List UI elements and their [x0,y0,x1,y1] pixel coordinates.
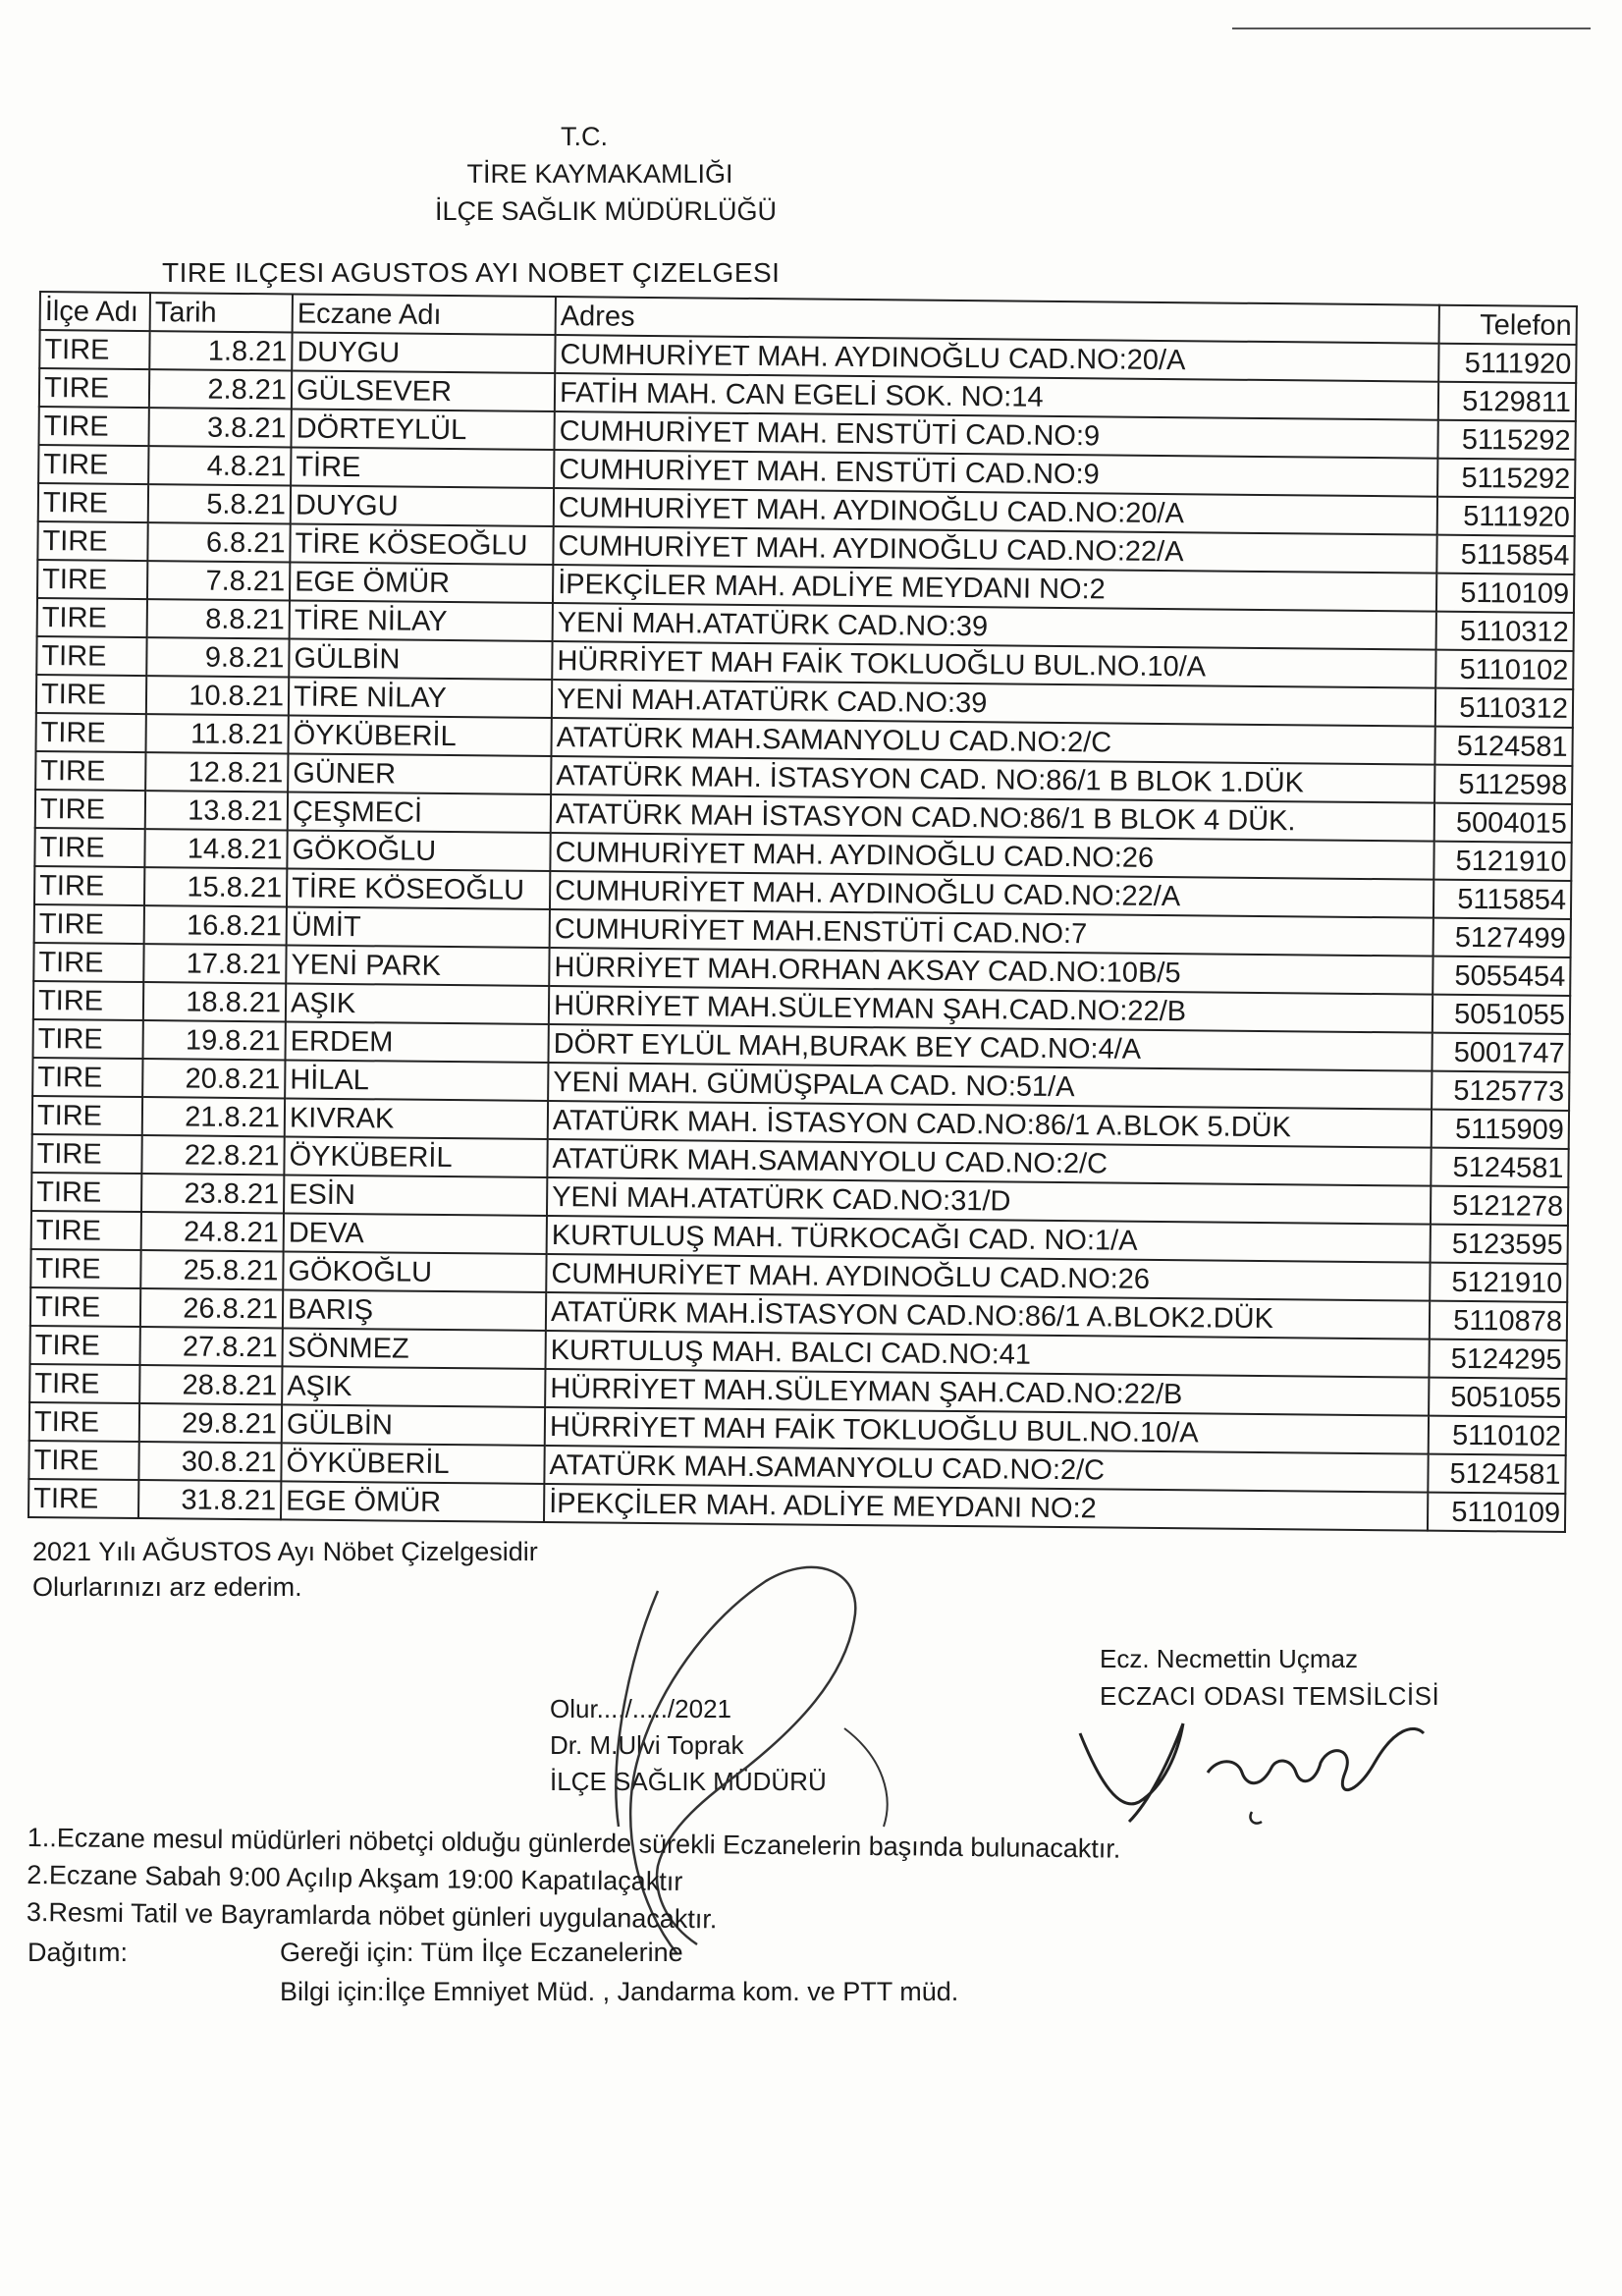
cell-phone: 5115854 [1436,535,1574,574]
cell-district: TIRE [30,1287,140,1327]
cell-date: 11.8.21 [145,714,288,753]
cell-district: TIRE [34,866,144,905]
cell-district: TIRE [31,1173,141,1212]
roster-table-wrapper [27,291,1576,1533]
cell-district: TIRE [29,1402,139,1442]
cell-phone: 5124581 [1428,1454,1565,1494]
cell-date: 27.8.21 [140,1327,283,1366]
cell-date: 13.8.21 [145,791,288,830]
cell-district: TIRE [33,981,143,1020]
cell-phone: 5112598 [1434,765,1572,804]
cell-phone: 5110312 [1436,612,1574,651]
cell-district: TIRE [35,751,145,791]
column-header-pharmacy: Eczane Adı [293,294,556,335]
cell-date: 25.8.21 [140,1250,283,1289]
cell-district: TIRE [39,330,149,369]
cell-district: TIRE [31,1211,141,1250]
cell-district: TIRE [38,483,148,522]
cell-district: TIRE [37,560,147,599]
cell-date: 3.8.21 [148,408,291,447]
header-line-1: T.C. [560,122,608,151]
cell-pharmacy: GÜLBİN [282,1404,545,1446]
cell-phone: 5129811 [1438,382,1576,421]
cell-pharmacy: DEVA [284,1213,547,1254]
cell-pharmacy: GÖKOĞLU [283,1251,546,1292]
cell-address: CUMHURİYET MAH.ENSTÜTİ CAD.NO:7 [550,909,1433,957]
cell-district: TIRE [38,445,148,484]
cell-phone: 5121278 [1431,1186,1568,1226]
cell-phone: 5051055 [1433,995,1570,1034]
cell-address: ATATÜRK MAH. İSTASYON CAD.NO:86/1 A.BLOK 5.DÜK [548,1101,1432,1148]
approval-note-line-1: 2021 Yılı AĞUSTOS Ayı Nöbet Çizelgesidir [32,1537,538,1566]
cell-address: HÜRRİYET MAH FAİK TOKLUOĞLU BUL.NO.10/A [545,1407,1429,1454]
cell-pharmacy: BARIŞ [283,1289,546,1331]
cell-pharmacy: GÜNER [288,753,551,794]
cell-pharmacy: HİLAL [285,1060,548,1101]
cell-pharmacy: YENİ PARK [286,945,549,986]
distribution-block [27,1933,958,2011]
cell-phone: 5004015 [1434,803,1572,843]
cell-date: 6.8.21 [147,522,290,562]
cell-pharmacy: ERDEM [285,1021,548,1063]
approver-name: Dr. M.Ulvi Toprak [550,1730,744,1760]
cell-address: ATATÜRK MAH.İSTASYON CAD.NO:86/1 A.BLOK2.DÜK [546,1292,1430,1339]
cell-district: TIRE [29,1364,139,1403]
cell-phone: 5115292 [1437,420,1575,460]
cell-district: TIRE [35,713,145,752]
cell-pharmacy: ÜMİT [287,906,550,948]
cell-district: TIRE [32,1096,142,1135]
cell-date: 28.8.21 [139,1365,282,1404]
cell-address: CUMHURİYET MAH. AYDINOĞLU CAD.NO:22/A [553,526,1436,574]
cell-pharmacy: ÖYKÜBERİL [281,1443,544,1484]
cell-pharmacy: AŞIK [282,1366,545,1407]
cell-pharmacy: EGE ÖMÜR [290,562,553,603]
cell-pharmacy: TİRE NİLAY [290,600,553,641]
cell-district: TIRE [33,1019,143,1059]
cell-pharmacy: EGE ÖMÜR [281,1481,544,1522]
cell-address: CUMHURİYET MAH. ENSTÜTİ CAD.NO:9 [554,450,1437,497]
cell-address: ATATÜRK MAH. İSTASYON CAD. NO:86/1 B BLOK 1.DÜK [551,756,1434,803]
cell-phone: 5110109 [1428,1493,1565,1532]
distribution-line-2: Bilgi için:İlçe Emniyet Müd. , Jandarma kom. ve PTT müd. [280,1977,959,2006]
cell-phone: 5110878 [1430,1301,1567,1340]
cell-phone: 5111920 [1437,497,1575,536]
cell-address: CUMHURİYET MAH. AYDINOĞLU CAD.NO:26 [550,833,1433,880]
cell-date: 16.8.21 [144,905,287,945]
cell-district: TIRE [39,368,149,408]
cell-phone: 5110102 [1429,1416,1566,1455]
cell-date: 2.8.21 [149,369,292,409]
cell-district: TIRE [33,943,143,982]
cell-pharmacy: SÖNMEZ [282,1328,545,1369]
cell-address: HÜRRİYET MAH.SÜLEYMAN ŞAH.CAD.NO:22/B [545,1369,1429,1416]
cell-date: 30.8.21 [138,1442,281,1481]
approver-title: İLÇE SAĞLIK MÜDÜRÜ [550,1767,827,1796]
cell-district: TIRE [34,904,144,944]
cell-address: YENİ MAH.ATATÜRK CAD.NO:39 [553,603,1436,650]
signer-title: ECZACI ODASI TEMSİLCİSİ [1100,1681,1440,1711]
distribution-line-1: Gereği için: Tüm İlçe Eczanelerine [280,1938,683,1967]
cell-date: 26.8.21 [140,1288,283,1328]
cell-date: 15.8.21 [144,867,287,906]
cell-phone: 5123595 [1431,1225,1568,1264]
cell-district: TIRE [36,636,146,676]
cell-address: İPEKÇİLER MAH. ADLİYE MEYDANI NO:2 [544,1484,1428,1531]
cell-phone: 5115854 [1433,880,1571,919]
cell-date: 5.8.21 [148,484,291,523]
cell-phone: 5111920 [1438,344,1576,383]
cell-pharmacy: TİRE NİLAY [289,677,552,718]
cell-pharmacy: DÖRTEYLÜL [291,409,554,450]
cell-address: İPEKÇİLER MAH. ADLİYE MEYDANI NO:2 [553,565,1436,612]
cell-address: ATATÜRK MAH İSTASYON CAD.NO:86/1 B BLOK 4 DÜK. [551,794,1434,842]
cell-date: 20.8.21 [142,1059,285,1098]
cell-phone: 5127499 [1433,918,1571,957]
cell-address: CUMHURİYET MAH. AYDINOĞLU CAD.NO:26 [546,1254,1430,1301]
header-line-3: İLÇE SAĞLIK MÜDÜRLÜĞÜ [434,196,778,226]
cell-phone: 5001747 [1432,1033,1569,1072]
duty-roster-table [27,291,1578,1533]
cell-address: YENİ MAH. GÜMÜŞPALA CAD. NO:51/A [548,1063,1432,1110]
cell-address: CUMHURİYET MAH. ENSTÜTİ CAD.NO:9 [554,411,1437,459]
cell-phone: 5110109 [1436,574,1574,613]
rule-item: 3.Resmi Tatil ve Bayramlarda nöbet günleri uygulanacaktır. [26,1896,718,1935]
cell-date: 14.8.21 [144,829,287,868]
cell-date: 10.8.21 [146,676,289,715]
cell-district: TIRE [34,828,144,867]
cell-pharmacy: AŞIK [286,983,549,1024]
cell-phone: 5115909 [1432,1110,1569,1149]
cell-phone: 5110312 [1435,688,1573,728]
cell-district: TIRE [36,675,146,714]
cell-pharmacy: GÜLBİN [289,638,552,680]
cell-pharmacy: GÖKOĞLU [287,830,550,871]
cell-pharmacy: TİRE KÖSEOĞLU [290,523,553,565]
cell-phone: 5051055 [1429,1378,1566,1417]
cell-district: TIRE [28,1479,138,1518]
document-header [324,118,864,230]
cell-phone: 5121910 [1430,1263,1567,1302]
cell-phone: 5125773 [1432,1071,1569,1111]
header-line-2: TİRE KAYMAKAMLIĞI [466,159,733,189]
cell-pharmacy: TİRE KÖSEOĞLU [287,868,550,909]
cell-date: 12.8.21 [145,752,288,792]
cell-address: YENİ MAH.ATATÜRK CAD.NO:31/D [547,1177,1431,1225]
cell-district: TIRE [37,521,147,561]
cell-address: KURTULUŞ MAH. TÜRKOCAĞI CAD. NO:1/A [547,1216,1431,1263]
cell-pharmacy: ESİN [284,1175,547,1216]
cell-address: HÜRRİYET MAH.ORHAN AKSAY CAD.NO:10B/5 [549,948,1433,995]
cell-address: CUMHURİYET MAH. AYDINOĞLU CAD.NO:20/A [555,335,1438,382]
column-header-date: Tarih [150,293,293,332]
cell-address: CUMHURİYET MAH. AYDINOĞLU CAD.NO:20/A [554,488,1437,535]
approval-note-line-2: Olurlarınızı arz ederim. [32,1572,302,1602]
cell-pharmacy: DUYGU [291,485,554,526]
cell-phone: 5124581 [1434,727,1572,766]
cell-date: 19.8.21 [142,1020,285,1060]
rules-list [27,1819,1121,1942]
cell-pharmacy: ÖYKÜBERİL [288,715,551,756]
signer-name: Ecz. Necmettin Uçmaz [1100,1644,1358,1673]
cell-address: DÖRT EYLÜL MAH,BURAK BEY CAD.NO:4/A [548,1024,1432,1071]
cell-pharmacy: DUYGU [292,332,555,373]
cell-phone: 5124295 [1429,1339,1566,1379]
cell-address: ATATÜRK MAH.SAMANYOLU CAD.NO:2/C [544,1446,1428,1493]
cell-date: 18.8.21 [143,982,286,1021]
cell-phone: 5055454 [1433,957,1570,996]
cell-district: TIRE [30,1326,140,1365]
cell-date: 4.8.21 [148,446,291,485]
cell-district: TIRE [37,598,147,637]
cell-pharmacy: GÜLSEVER [292,370,555,411]
cell-phone: 5110102 [1435,650,1573,689]
cell-address: KURTULUŞ MAH. BALCI CAD.NO:41 [545,1331,1429,1378]
approval-date-line: Olur..../...../2021 [550,1694,731,1723]
column-header-phone: Telefon [1439,305,1577,345]
chamber-signature-icon [1070,1704,1443,1831]
cell-address: HÜRRİYET MAH FAİK TOKLUOĞLU BUL.NO.10/A [552,641,1435,688]
cell-district: TIRE [35,790,145,829]
cell-address: ATATÜRK MAH.SAMANYOLU CAD.NO:2/C [547,1139,1431,1186]
cell-phone: 5124581 [1431,1148,1568,1187]
column-header-address: Adres [556,297,1439,344]
cell-pharmacy: ÖYKÜBERİL [284,1136,547,1177]
cell-pharmacy: ÇEŞMECİ [288,792,551,833]
cell-date: 23.8.21 [141,1174,284,1213]
cell-date: 22.8.21 [141,1135,284,1175]
approval-note [32,1534,538,1605]
cell-address: ATATÜRK MAH.SAMANYOLU CAD.NO:2/C [551,718,1434,765]
cell-phone: 5121910 [1433,842,1571,881]
cell-district: TIRE [30,1249,140,1288]
cell-district: TIRE [38,407,148,446]
column-header-district: İlçe Adı [40,292,150,331]
cell-address: CUMHURİYET MAH. AYDINOĞLU CAD.NO:22/A [550,871,1433,918]
distribution-label: Dağıtım: [27,1938,129,1967]
rule-item: 2.Eczane Sabah 9:00 Açılıp Akşam 19:00 Kapatılaçaktır [27,1859,683,1896]
cell-date: 29.8.21 [139,1403,282,1443]
cell-district: TIRE [28,1441,138,1480]
rule-item: 1..Eczane mesul müdürleri nöbetçi olduğu günlerde sürekli Eczanelerin başında bulunacaktır. [27,1822,1121,1864]
cell-date: 1.8.21 [149,331,292,370]
cell-date: 9.8.21 [146,637,289,677]
cell-date: 24.8.21 [141,1212,284,1251]
roster-body [28,330,1577,1532]
cell-date: 8.8.21 [147,599,290,638]
cell-pharmacy: KIVRAK [285,1098,548,1139]
cell-address: FATİH MAH. CAN EGELİ SOK. NO:14 [555,373,1438,420]
table-title: TIRE ILÇESI AGUSTOS AYI NOBET ÇIZELGESI [162,257,781,288]
cell-address: YENİ MAH.ATATÜRK CAD.NO:39 [552,680,1435,727]
cell-date: 31.8.21 [138,1480,281,1519]
cell-address: HÜRRİYET MAH.SÜLEYMAN ŞAH.CAD.NO:22/B [549,986,1433,1033]
cell-date: 17.8.21 [143,944,286,983]
page-top-rule [1232,27,1591,29]
cell-phone: 5115292 [1437,459,1575,498]
cell-date: 21.8.21 [142,1097,285,1136]
cell-district: TIRE [31,1134,141,1174]
cell-district: TIRE [32,1058,142,1097]
cell-date: 7.8.21 [147,561,290,600]
cell-pharmacy: TİRE [291,447,554,488]
